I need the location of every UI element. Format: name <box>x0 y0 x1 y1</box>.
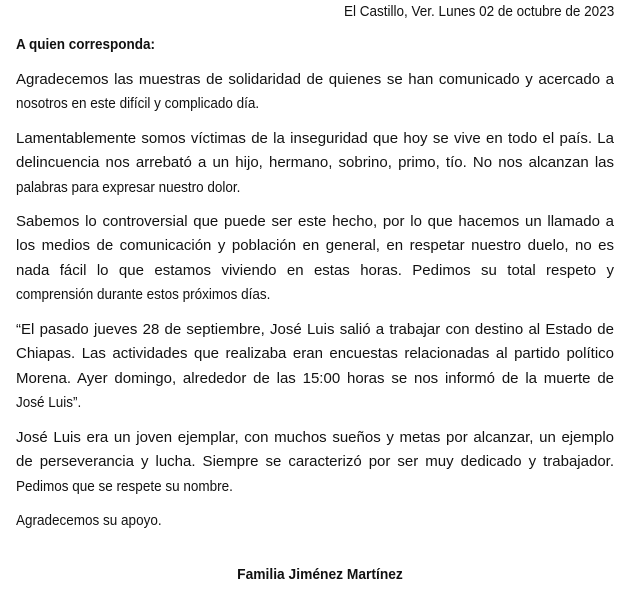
paragraph-line: José Luis era un joven ejemplar, con muchos sueños y metas por alcanzar, un ejemplo <box>16 429 614 446</box>
closing-line: Agradecemos su apoyo. <box>16 512 162 529</box>
paragraph-line: Pedimos que se respete su nombre. <box>16 478 233 495</box>
greeting: A quien corresponda: <box>16 36 156 53</box>
paragraph-line: Agradecemos las muestras de solidaridad de quienes se han comunicado y acercado a <box>16 71 614 88</box>
paragraph-line: Lamentablemente somos víctimas de la inseguridad que hoy se vive en todo el país. La <box>16 130 614 147</box>
paragraph-line: José Luis”. <box>16 394 82 411</box>
paragraph-line: Morena. Ayer domingo, alrededor de las 15:00 horas se nos informó de la muerte de <box>16 370 614 387</box>
paragraph-line: Sabemos lo controversial que puede ser este hecho, por lo que hacemos un llamado a <box>16 213 614 230</box>
paragraph-line: nada fácil lo que estamos viviendo en estas horas. Pedimos su total respeto y <box>16 262 614 279</box>
paragraph-line: Chiapas. Las actividades que realizaba eran encuestas relacionadas al partido político <box>16 345 614 362</box>
paragraph-line: “El pasado jueves 28 de septiembre, José Luis salió a trabajar con destino al Estado de <box>16 321 614 338</box>
paragraph-line: delincuencia nos arrebató a un hijo, hermano, sobrino, primo, tío. No nos alcanzan las <box>16 154 614 171</box>
place-and-date: El Castillo, Ver. Lunes 02 de octubre de 2023 <box>343 3 614 20</box>
paragraph-line: palabras para expresar nuestro dolor. <box>16 179 241 196</box>
signature: Familia Jiménez Martínez <box>237 566 403 583</box>
paragraph-line: comprensión durante estos próximos días. <box>16 286 271 303</box>
paragraph-line: nosotros en este difícil y complicado día. <box>16 95 260 112</box>
paragraph-line: de perseverancia y lucha. Siempre se caracterizó por ser muy dedicado y trabajador. <box>16 453 614 470</box>
paragraph-line: los medios de comunicación y población en general, en respetar nuestro duelo, no es <box>16 237 614 254</box>
